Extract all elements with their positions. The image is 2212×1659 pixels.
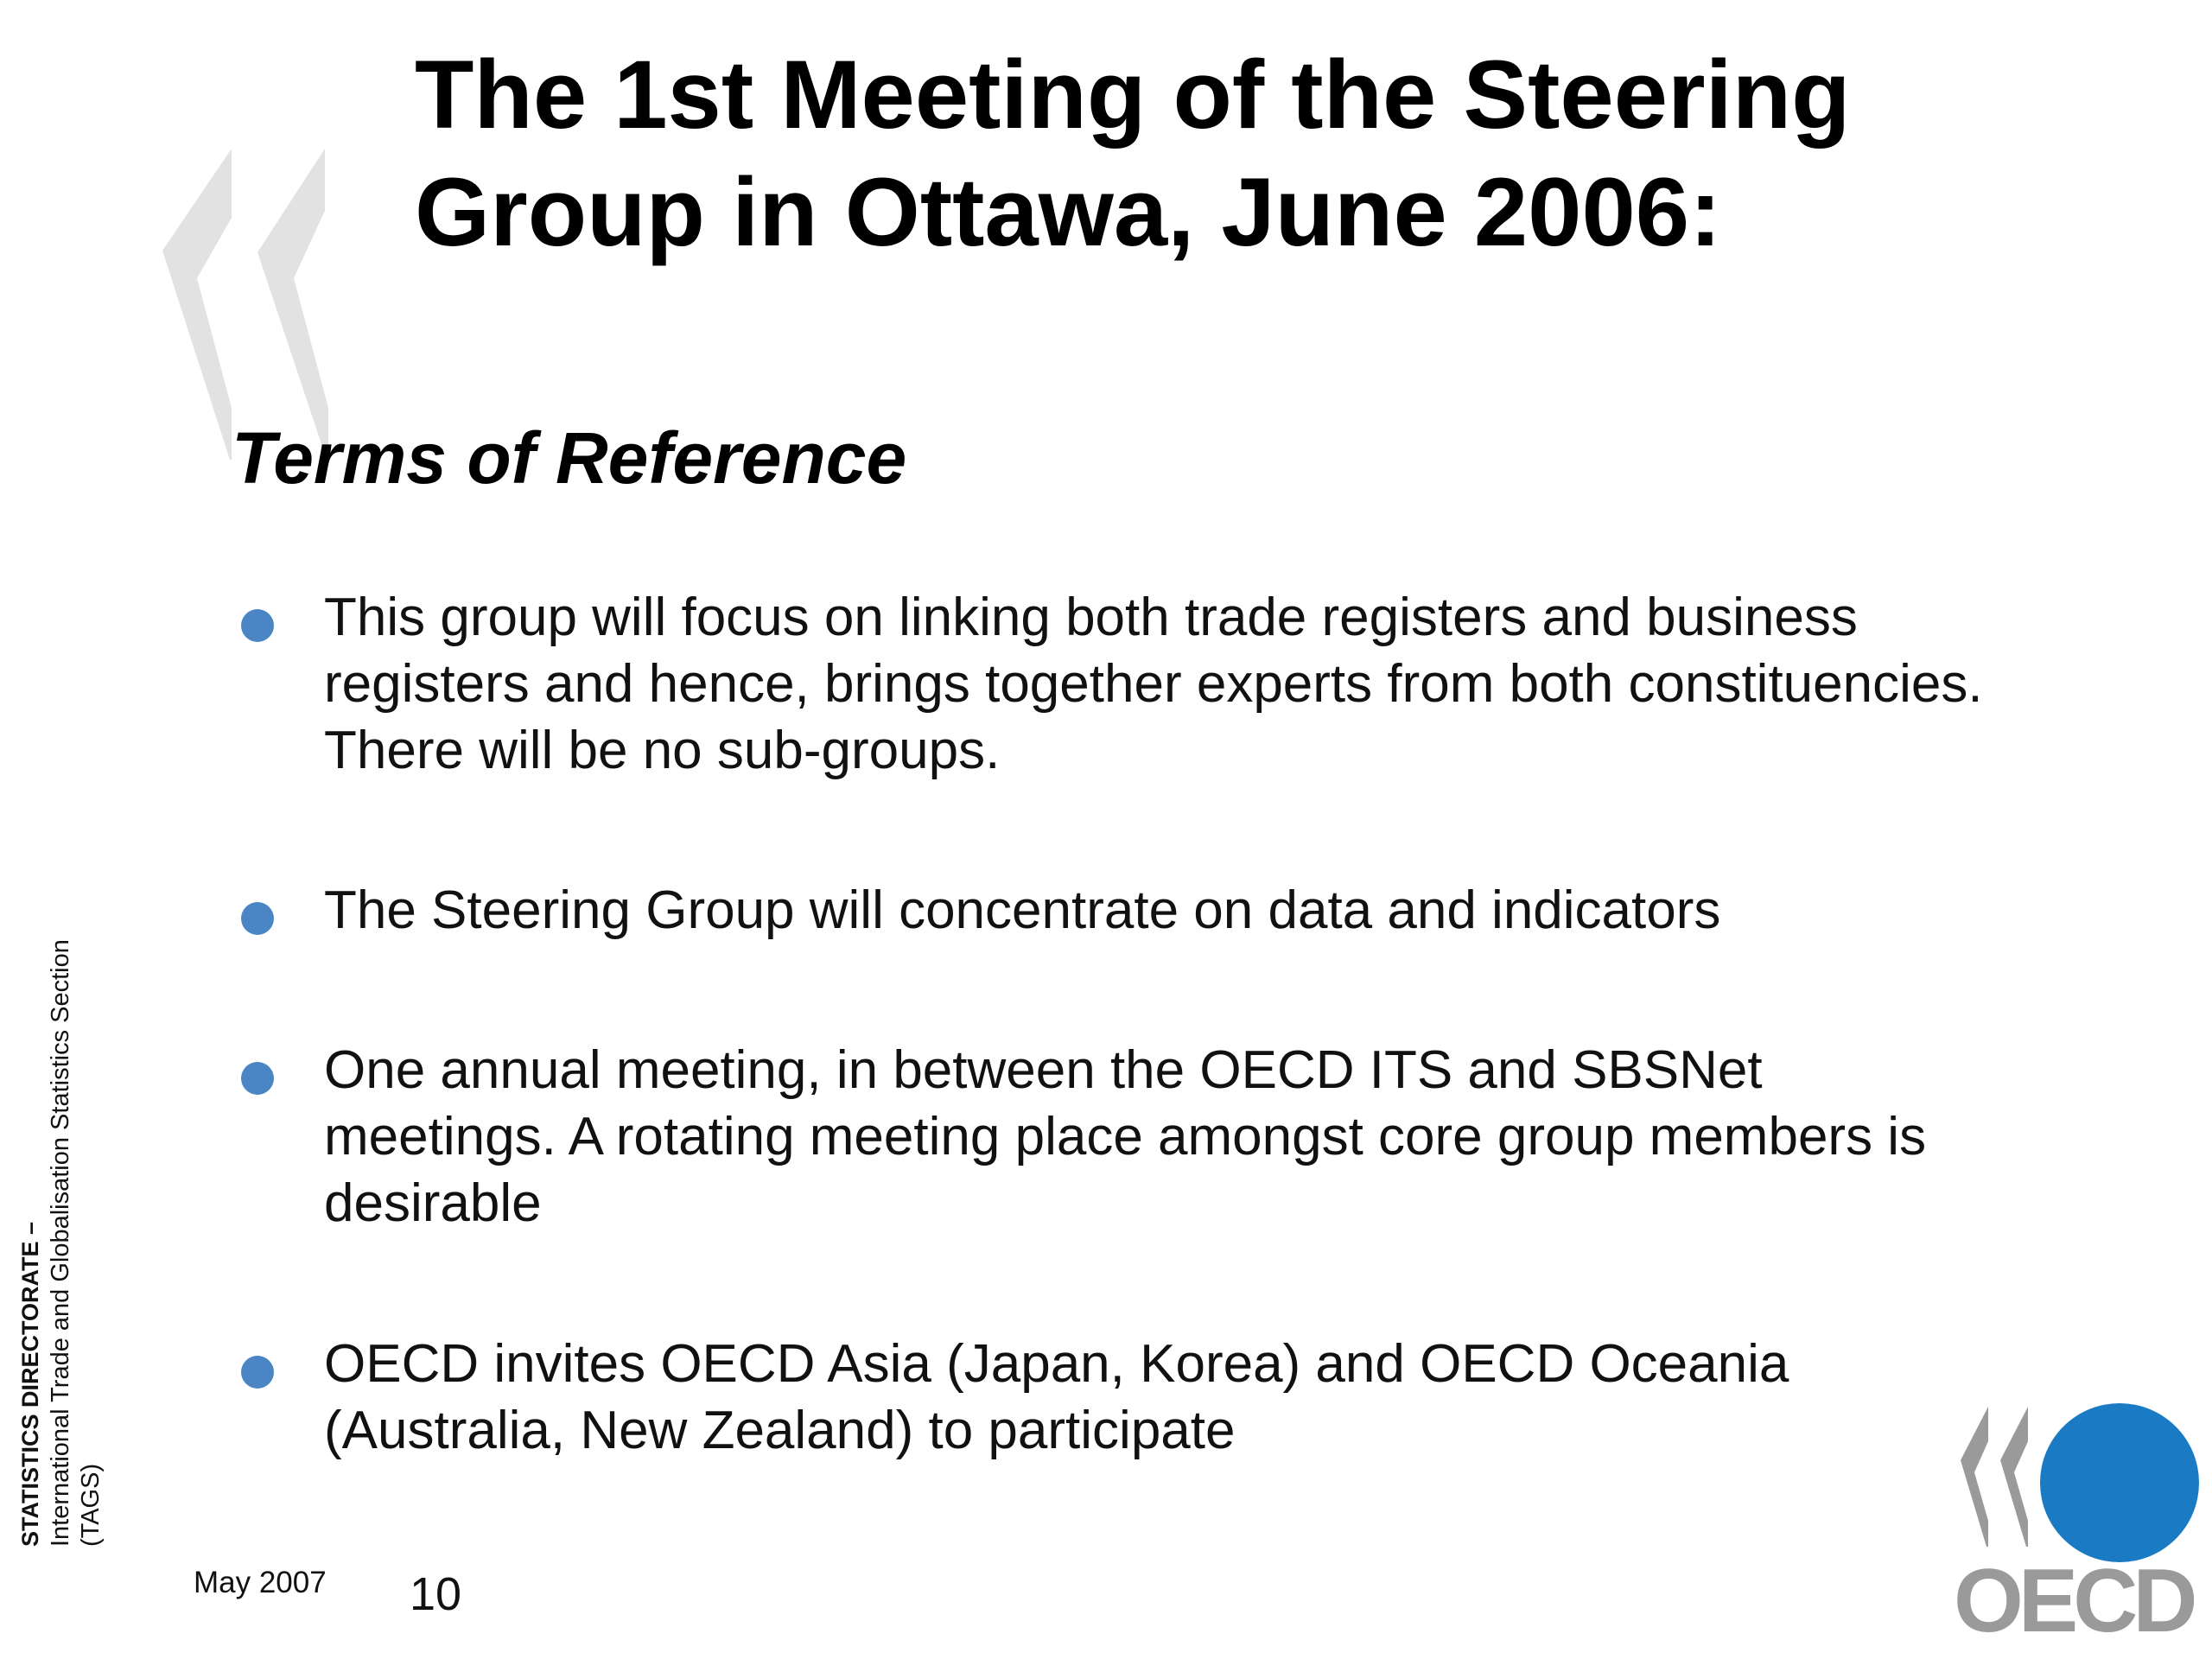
logo-wordmark: OECD bbox=[1954, 1551, 2193, 1651]
title-line: Group in Ottawa, June 2006: bbox=[415, 158, 1722, 266]
bullet-dot-icon bbox=[241, 1062, 274, 1095]
bullet-text-line: OECD invites OECD Asia (Japan, Korea) and OECD Oceania bbox=[324, 1334, 1789, 1394]
footer-date: May 2007 bbox=[194, 1566, 327, 1599]
directorate-label bbox=[16, 868, 106, 1547]
bullet-dot-icon bbox=[241, 609, 274, 642]
directorate-name: STATISTICS DIRECTORATE – bbox=[17, 1221, 43, 1547]
bullet-text-line: registers and hence, brings together experts from both constituencies. bbox=[324, 654, 1983, 714]
bullet-text-line: meetings. A rotating meeting place amongst core group members is bbox=[324, 1107, 1927, 1166]
bullet-text-line: The Steering Group will concentrate on data and indicators bbox=[324, 880, 1721, 940]
oecd-logo bbox=[1954, 1400, 2199, 1651]
bullet-dot-icon bbox=[241, 1356, 274, 1389]
section-name: International Trade and Globalisation Statistics Section bbox=[47, 939, 74, 1547]
bullet-text-line: This group will focus on linking both trade registers and business bbox=[324, 588, 1858, 647]
title-line: The 1st Meeting of the Steering bbox=[415, 41, 1851, 149]
page-number: 10 bbox=[410, 1568, 462, 1620]
slide-subtitle: Terms of Reference bbox=[232, 417, 907, 499]
directorate-sidebar bbox=[16, 868, 111, 1547]
bullet-text-line: desirable bbox=[324, 1173, 542, 1233]
bullet-text-line: (Australia, New Zealand) to participate bbox=[324, 1401, 1236, 1460]
bullet-text-line: There will be no sub-groups. bbox=[324, 721, 1001, 780]
bullet-text-line: One annual meeting, in between the OECD ITS and SBSNet bbox=[324, 1040, 1763, 1100]
bullet-dot-icon bbox=[241, 902, 274, 935]
oecd-logo-icon bbox=[1957, 1400, 2199, 1573]
section-acronym: (TAGS) bbox=[77, 1463, 105, 1547]
